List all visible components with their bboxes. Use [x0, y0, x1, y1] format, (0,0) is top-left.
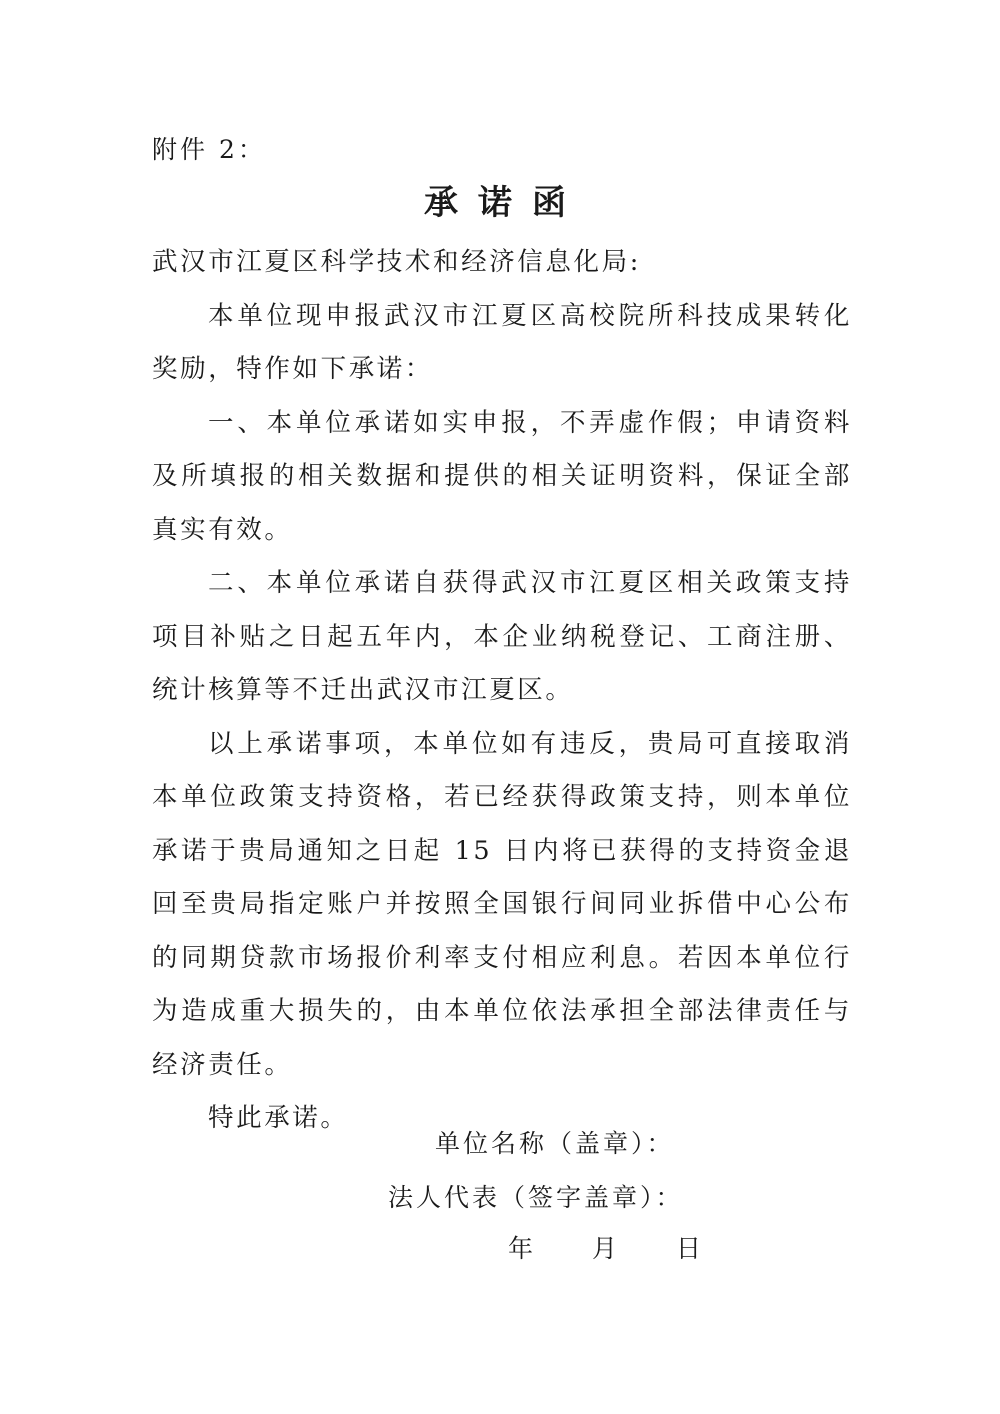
signature-date [508, 1231, 704, 1267]
recipient-line: 武汉市江夏区科学技术和经济信息化局: [152, 247, 641, 277]
closing-paragraph: 特此承诺。 [208, 1103, 349, 1133]
commitment-paragraph-1: 一、本单位承诺如实申报，不弄虚作假；申请资料及所填报的相关数据和提供的相关证明资料，保证全部真实有效。 [152, 407, 852, 545]
document-body [152, 236, 852, 1146]
unit-name-label: 单位名称（盖章）： [435, 1129, 675, 1158]
legal-representative-label: 法人代表（签字盖章）： [388, 1183, 684, 1212]
commitment-paragraph-2: 二、本单位承诺自获得武汉市江夏区相关政策支持项目补贴之日起五年内，本企业纳税登记、工商注册、统计核算等不迁出武汉市江夏区。 [152, 568, 852, 705]
violation-paragraph: 以上承诺事项，本单位如有违反，贵局可直接取消本单位政策支持资格，若已经获得政策支持，则本单位承诺于贵局通知之日起 15 日内将已获得的支持资金退回至贵局指定账户并按照全国银行间同业拆借中心公布的同期贷款市场报价利率支付相应利息。若因本单位行为造成重大损失的，由本单位依法承担全部法律责任与经济责任。 [152, 728, 852, 1080]
date-month-label: 月 [592, 1234, 621, 1263]
date-year-label: 年 [508, 1234, 537, 1263]
date-day-label: 日 [676, 1234, 705, 1263]
document-title: 承诺函 [424, 183, 586, 223]
intro-paragraph: 本单位现申报武汉市江夏区高校院所科技成果转化奖励，特作如下承诺： [152, 300, 852, 384]
attachment-label: 附件 2： [152, 135, 266, 164]
